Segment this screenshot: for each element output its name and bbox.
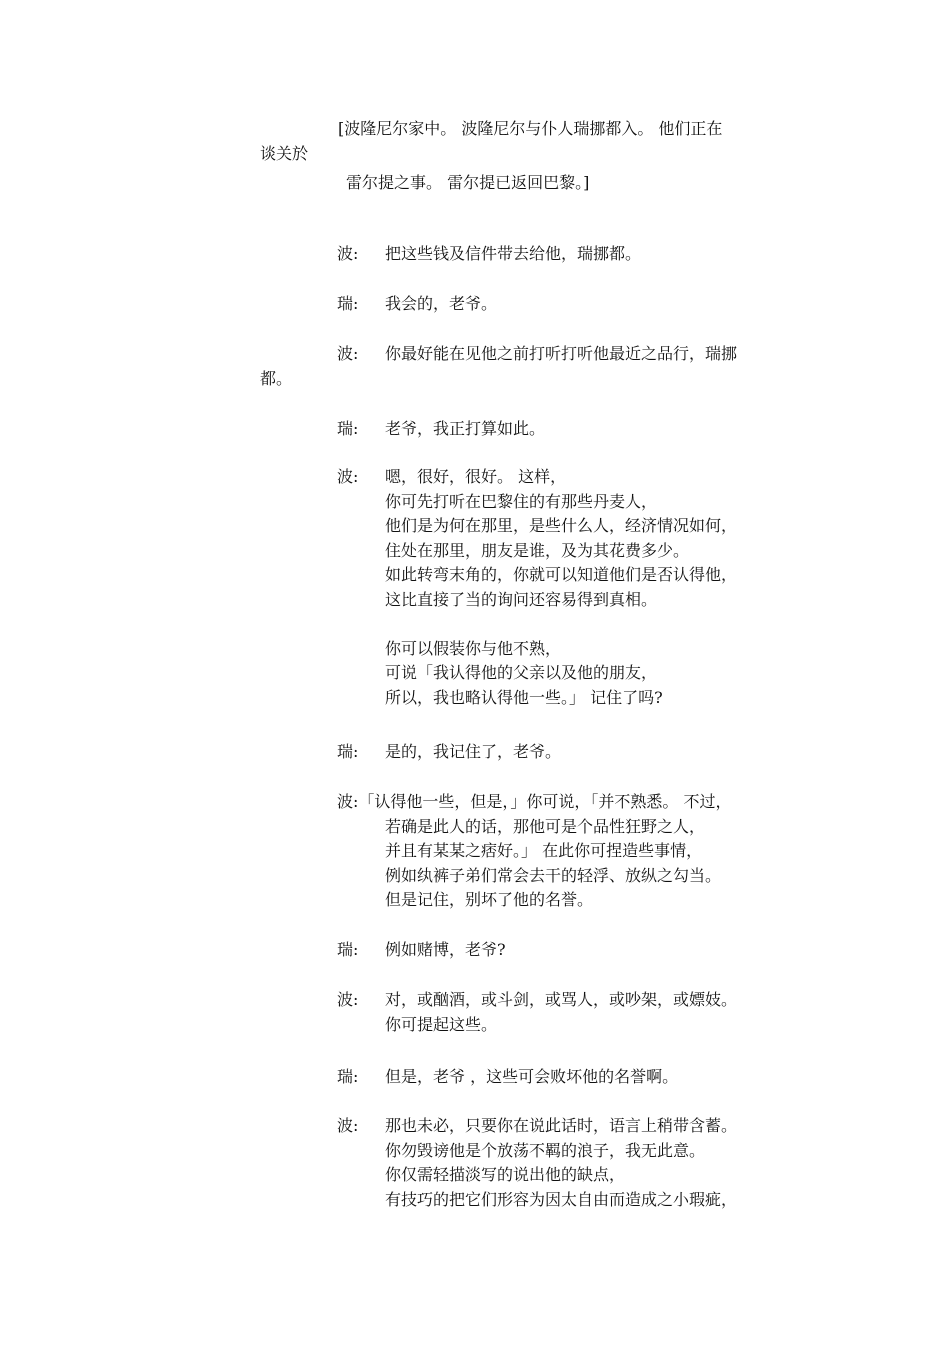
dialogue-line-wrap: 都。: [260, 369, 293, 388]
dialogue-entry: [337, 938, 837, 963]
dialogue-entry: [337, 790, 837, 913]
dialogue-line: 对，或酗酒，或斗剑，或骂人，或吵架，或嫖妓。: [385, 990, 738, 1009]
dialogue-line: 嗯，很好，很好。 这样，: [385, 467, 567, 486]
speaker: 波:: [337, 792, 359, 811]
dialogue-line: 如此转弯末角的，你就可以知道他们是否认得他，: [385, 565, 738, 584]
dialogue-line: 所以，我也略认得他一些。」 记住了吗?: [385, 687, 663, 707]
dialogue-entry: [337, 1114, 837, 1212]
dialogue-entry: [337, 1065, 837, 1090]
dialogue-entry: [337, 417, 837, 442]
dialogue-line: 但是，老爷 ，这些可会败坏他的名誉啊。: [385, 1067, 679, 1086]
dialogue-line: 把这些钱及信件带去给他，瑞挪都。: [385, 244, 642, 263]
dialogue-entry: [337, 988, 837, 1037]
dialogue-line: 你仅需轻描淡写的说出他的缺点，: [385, 1165, 626, 1184]
dialogue-entry: [337, 292, 837, 317]
speaker: 波:: [337, 467, 359, 486]
dialogue-entry: [337, 465, 837, 710]
stage-direction-line: [波隆尼尔家中。 波隆尼尔与仆人瑞挪都入。 他们正在: [338, 119, 723, 138]
dialogue-line: 他们是为何在那里，是些什么人，经济情况如何，: [385, 516, 738, 535]
stage-direction-line: 雷尔提之事。 雷尔提已返回巴黎。]: [346, 173, 590, 192]
dialogue-line: 你可提起这些。: [385, 1014, 498, 1034]
dialogue-line: 你可以假装你与他不熟，: [385, 638, 562, 658]
stage-direction-line: 谈关於: [260, 144, 309, 163]
speaker: 瑞:: [337, 419, 359, 438]
speaker: 波:: [337, 990, 359, 1009]
blank-line: [337, 612, 837, 637]
dialogue-line: 可说「我认得他的父亲以及他的朋友，: [385, 663, 658, 682]
dialogue-line: 但是记住，别坏了他的名誉。: [385, 890, 594, 909]
speaker: 瑞:: [337, 742, 359, 761]
speaker: 波:: [337, 1116, 359, 1135]
dialogue-line: 老爷，我正打算如此。: [385, 419, 546, 438]
dialogue-line: 那也未必，只要你在说此话时，语言上稍带含蓄。: [385, 1116, 738, 1135]
speaker: 波:: [337, 344, 359, 363]
dialogue-line: 你最好能在见他之前打听打听他最近之品行，瑞挪: [385, 344, 738, 363]
dialogue-line: 住处在那里，朋友是谁，及为其花费多少。: [385, 540, 690, 560]
dialogue-entry: [337, 342, 837, 367]
dialogue-line: 若确是此人的话，那他可是个品性狂野之人，: [385, 816, 706, 836]
dialogue-line: 例如赌博，老爷?: [385, 940, 506, 959]
speaker: 瑞:: [337, 940, 359, 959]
dialogue-line: 「认得他一些，但是，」你可说，「并不熟悉。 不过，: [358, 792, 732, 811]
dialogue-line: 有技巧的把它们形容为因太自由而造成之小瑕疵，: [385, 1189, 738, 1209]
dialogue-line: 我会的，老爷。: [385, 294, 498, 313]
dialogue-line: 并且有某某之痞好。」 在此你可捏造些事情，: [385, 841, 703, 860]
speaker: 波:: [337, 244, 359, 263]
dialogue-line: 这比直接了当的询问还容易得到真相。: [385, 589, 658, 609]
dialogue-entry: [337, 740, 837, 765]
speaker: 瑞:: [337, 294, 359, 313]
dialogue-entry: [337, 242, 837, 267]
stage-direction: [260, 116, 820, 195]
dialogue-line: 你勿毁谤他是个放荡不羁的浪子，我无此意。: [385, 1140, 706, 1160]
dialogue-line: 你可先打听在巴黎住的有那些丹麦人，: [385, 491, 658, 511]
dialogue-line: 是的，我记住了，老爷。: [385, 742, 562, 761]
dialogue-line: 例如纨裤子弟们常会去干的轻浮、放纵之勾当。: [385, 865, 722, 885]
speaker: 瑞:: [337, 1067, 359, 1086]
